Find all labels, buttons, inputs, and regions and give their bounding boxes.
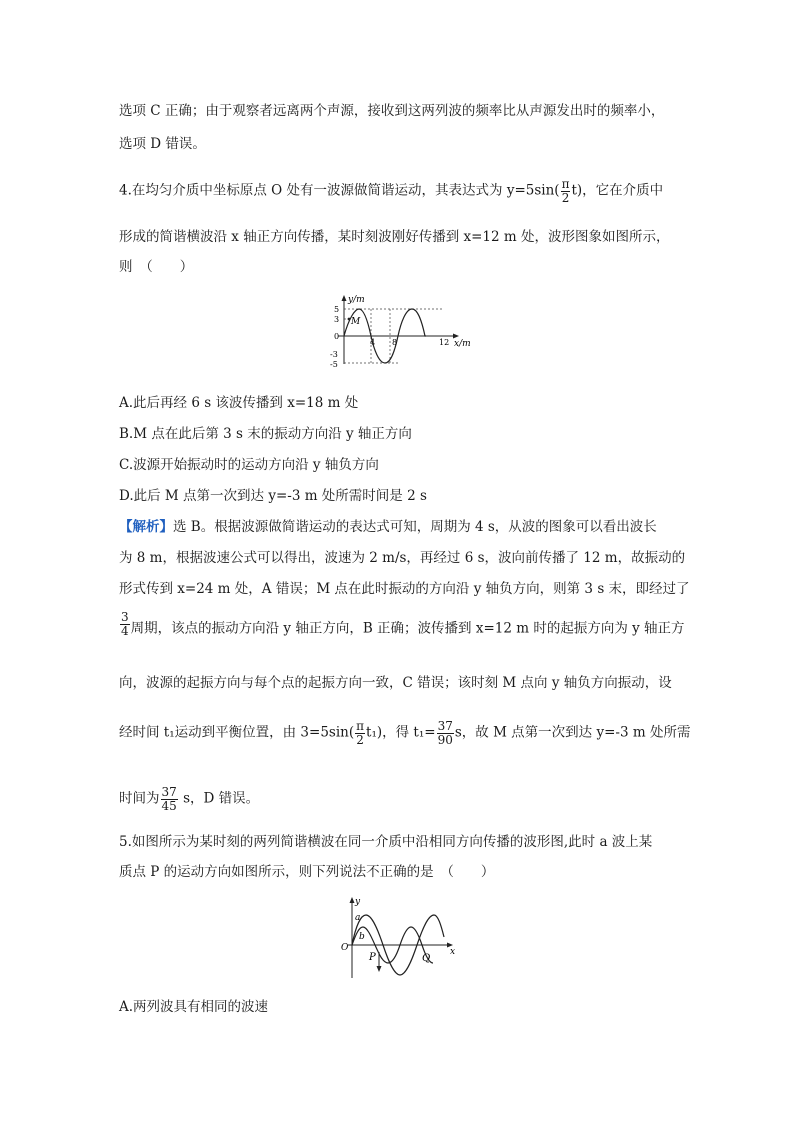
q5-stem-line-2: 质点 P 的运动方向如图所示，则下列说法不正确的是 （ ） [119,864,495,880]
point-q-label: Q [422,953,431,964]
q5-option-a: A.两列波具有相同的波速 [119,999,269,1015]
analysis-line-1 [119,521,657,535]
q4-wave-figure [318,292,478,372]
y-axis-label: y [355,897,361,907]
x-axis-arrow-icon [453,334,459,339]
q4-stem-text-a: 4.在均匀介质中坐标原点 O 处有一波源做简谐运动，其表达式为 y=5sin( [119,182,560,199]
fraction-denominator: 90 [437,732,453,747]
q4-option-c: C.波源开始振动时的运动方向沿 y 轴负方向 [119,457,379,473]
wave-a-label: a [355,913,361,923]
fraction-denominator: 4 [121,623,129,638]
y-tick-5: 5 [334,305,340,314]
analysis-line-7 [119,786,259,812]
analysis-text-7b: s，D 错误。 [178,790,260,807]
analysis-text-6a: 经时间 t₁运动到平衡位置，由 3=5sin( [119,724,355,741]
fraction-numerator: π [561,177,570,191]
y-tick-neg3: -3 [330,350,338,359]
y-axis-arrow-icon [342,295,347,301]
q4-stem-fraction [561,178,571,204]
fraction-denominator: 45 [161,798,177,813]
q5-wave-figure [338,892,463,982]
fraction-numerator: 37 [437,719,453,733]
analysis-text-7a: 时间为 [119,790,160,807]
y-tick-neg5: -5 [330,360,338,369]
analysis-tag: 【解析】 [119,519,173,535]
pi-over-2-fraction [355,720,365,746]
point-m-label: M [351,317,361,327]
three-quarters-fraction [120,611,130,637]
analysis-line-4 [119,610,685,638]
q4-option-a: A.此后再经 6 s 该波传播到 x=18 m 处 [119,395,359,411]
q4-stem-line-3: 则 （ ） [119,259,194,275]
prev-answer-line-1: 选项 C 正确；由于观察者远离两个声源，接收到这两列波的频率比从声源发出时的频率小， [119,103,665,119]
fraction-numerator: 3 [121,610,129,624]
analysis-text-6b: t₁)，得 t₁= [366,724,436,741]
point-m-marker [348,318,351,321]
fraction-denominator: 2 [561,190,570,205]
y-axis-label: y/m [348,295,365,305]
origin-label: O [341,943,349,953]
x-tick-8: 8 [392,338,398,347]
y-tick-0: 0 [334,332,340,341]
point-p-label: P [369,952,376,963]
fraction-numerator: π [356,719,365,733]
q4-stem-text-b: t)，它在介质中 [571,182,664,199]
fraction-numerator: 37 [161,785,177,799]
analysis-line-3: 形式传到 x=24 m 处，A 错误；M 点在此时振动的方向沿 y 轴负方向，则第 3 s 末，即经过了 [119,581,690,597]
analysis-text-4: 周期，该点的振动方向沿 y 轴正方向，B 正确；波传播到 x=12 m 时的起振方向为 y 轴正方 [130,620,685,637]
prev-answer-line-2: 选项 D 错误。 [119,136,206,152]
fraction-denominator: 2 [356,732,364,747]
analysis-text-6c: s，故 M 点第一次到达 y=-3 m 处所需 [454,724,691,741]
p-direction-arrow-icon [377,966,382,972]
x-axis-label: x/m [454,339,471,349]
y-tick-3: 3 [334,315,340,324]
x-tick-12: 12 [439,338,450,347]
wave-b-label: b [359,932,365,942]
q5-stem-line-1: 5.如图所示为某时刻的两列简谐横波在同一介质中沿相同方向传播的波形图,此时 a 波上某 [119,834,653,850]
q4-stem-line-1 [119,178,663,204]
analysis-line-6 [119,720,690,746]
q4-option-d: D.此后 M 点第一次到达 y=-3 m 处所需时间是 2 s [119,488,427,504]
analysis-text-1: 选 B。根据波源做简谐运动的表达式可知，周期为 4 s，从波的图象可以看出波长 [173,519,657,535]
q4-option-b: B.M 点在此后第 3 s 末的振动方向沿 y 轴正方向 [119,426,412,442]
x-tick-4: 4 [370,338,376,347]
analysis-line-5: 向，波源的起振方向与每个点的起振方向一致，C 错误；该时刻 M 点向 y 轴负方向振动，设 [119,675,672,691]
y-axis-arrow-icon [350,897,355,903]
x-axis-label: x [450,947,456,957]
analysis-line-2: 为 8 m，根据波速公式可以得出，波速为 2 m/s，再经过 6 s，波向前传播了 12 m，故振动的 [119,550,686,566]
time-fraction [161,786,178,812]
q4-stem-line-2: 形成的简谐横波沿 x 轴正方向传播，某时刻波刚好传播到 x=12 m 处，波形图象如图所示， [119,229,670,245]
t1-value-fraction [437,720,454,746]
